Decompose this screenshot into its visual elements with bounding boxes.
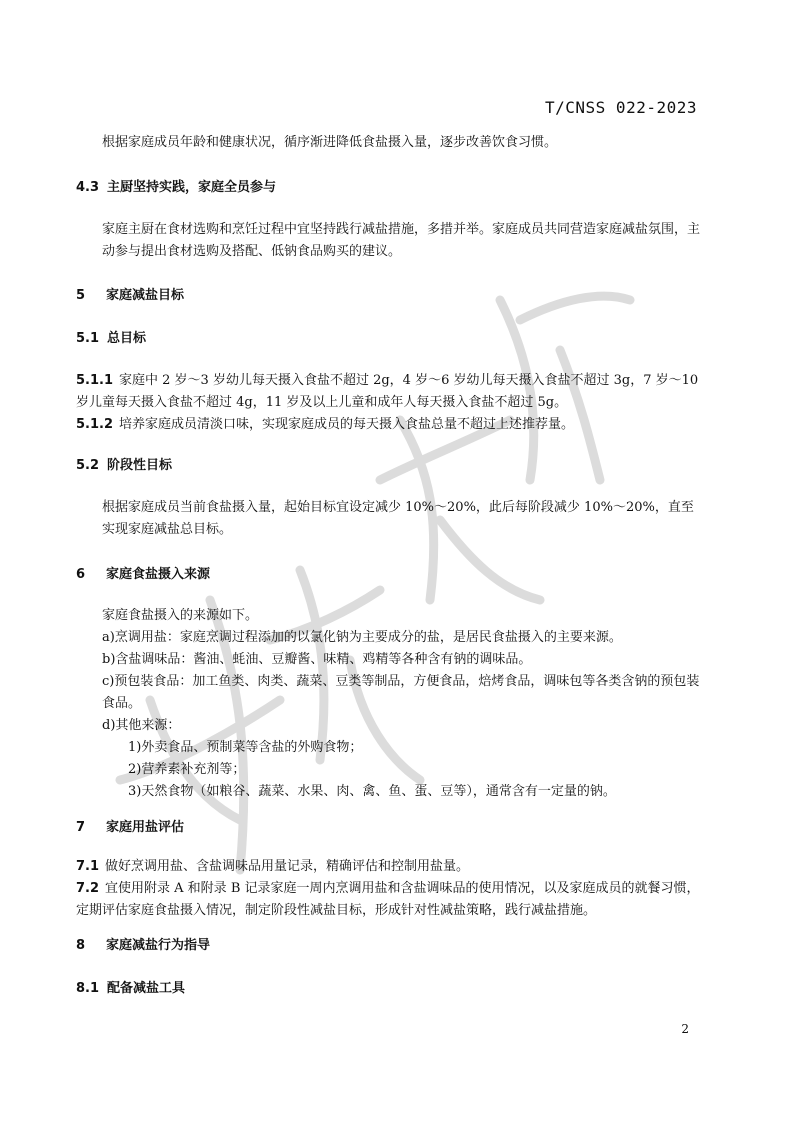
page-number: 2 <box>681 1022 689 1036</box>
list-item-d: d)其他来源： <box>102 718 181 733</box>
list-item-d-3: 3)天然食物（如粮谷、蔬菜、水果、肉、禽、鱼、蛋、豆等），通常含有一定量的钠。 <box>128 784 616 799</box>
section-heading-6: 6 家庭食盐摄入来源 <box>76 567 211 582</box>
section-7-body <box>76 856 700 922</box>
standard-code: T/CNSS 022-2023 <box>545 98 697 117</box>
list-item-c: c)预包装食品：加工鱼类、肉类、蔬菜、豆类等制品，方便食品，焙烤食品，调味包等各类含钠的预包装食品。 <box>102 674 700 711</box>
section-6-body <box>76 605 700 803</box>
section-heading-5: 5 家庭减盐目标 <box>76 288 185 303</box>
section-heading-5-1: 5.1 总目标 <box>76 331 147 346</box>
paragraph-4-3: 家庭主厨在食材选购和烹饪过程中宜坚持践行减盐措施，多措并举。家庭成员共同营造家庭减盐氛围，主动参与提出食材选购及搭配、低钠食品购买的建议。 <box>102 222 701 259</box>
section-heading-5-2: 5.2 阶段性目标 <box>76 458 173 473</box>
section-heading-8-1: 8.1 配备减盐工具 <box>76 981 186 996</box>
section-heading-4-3: 4.3 主厨坚持实践，家庭全员参与 <box>76 180 277 195</box>
clause-5-1-block <box>76 370 700 436</box>
section-heading-8: 8 家庭减盐行为指导 <box>76 938 211 953</box>
list-item-a: a)烹调用盐：家庭烹调过程添加的以氯化钠为主要成分的盐，是居民食盐摄入的主要来源。 <box>102 630 622 645</box>
list-item-d-1: 1)外卖食品、预制菜等含盐的外购食物； <box>128 740 363 755</box>
section-heading-7: 7 家庭用盐评估 <box>76 820 185 835</box>
clause-5-1-1: 5.1.1 家庭中 2 岁～3 岁幼儿每天摄入食盐不超过 2g，4 岁～6 岁幼儿每天摄入食盐不超过 3g，7 岁～10 岁儿童每天摄入食盐不超过 4g，11 岁及以上儿童和成年人每天摄入食盐不超过 5g。 <box>76 373 699 410</box>
intro-paragraph: 根据家庭成员年龄和健康状况，循序渐进降低食盐摄入量，逐步改善饮食习惯。 <box>102 135 558 150</box>
list-item-b: b)含盐调味品：酱油、蚝油、豆瓣酱、味精、鸡精等各种含有钠的调味品。 <box>102 652 532 667</box>
clause-7-1: 7.1 做好烹调用盐、含盐调味品用量记录，精确评估和控制用盐量。 <box>76 859 470 874</box>
clause-7-2: 7.2 宜使用附录 A 和附录 B 记录家庭一周内烹调用盐和含盐调味品的使用情况，以及家庭成员的就餐习惯，定期评估家庭食盐摄入情况，制定阶段性减盐目标，形成针对性减盐策略，践行减盐措施。 <box>76 881 700 918</box>
clause-5-1-2: 5.1.2 培养家庭成员清淡口味，实现家庭成员的每天摄入食盐总量不超过上述推荐量。 <box>76 417 575 432</box>
paragraph-5-2: 根据家庭成员当前食盐摄入量，起始目标宜设定减少 10%～20%，此后每阶段减少 10%～20%，直至实现家庭减盐总目标。 <box>102 500 694 537</box>
list-item-d-2: 2)营养素补充剂等； <box>128 762 246 777</box>
sources-lead: 家庭食盐摄入的来源如下。 <box>102 608 259 623</box>
